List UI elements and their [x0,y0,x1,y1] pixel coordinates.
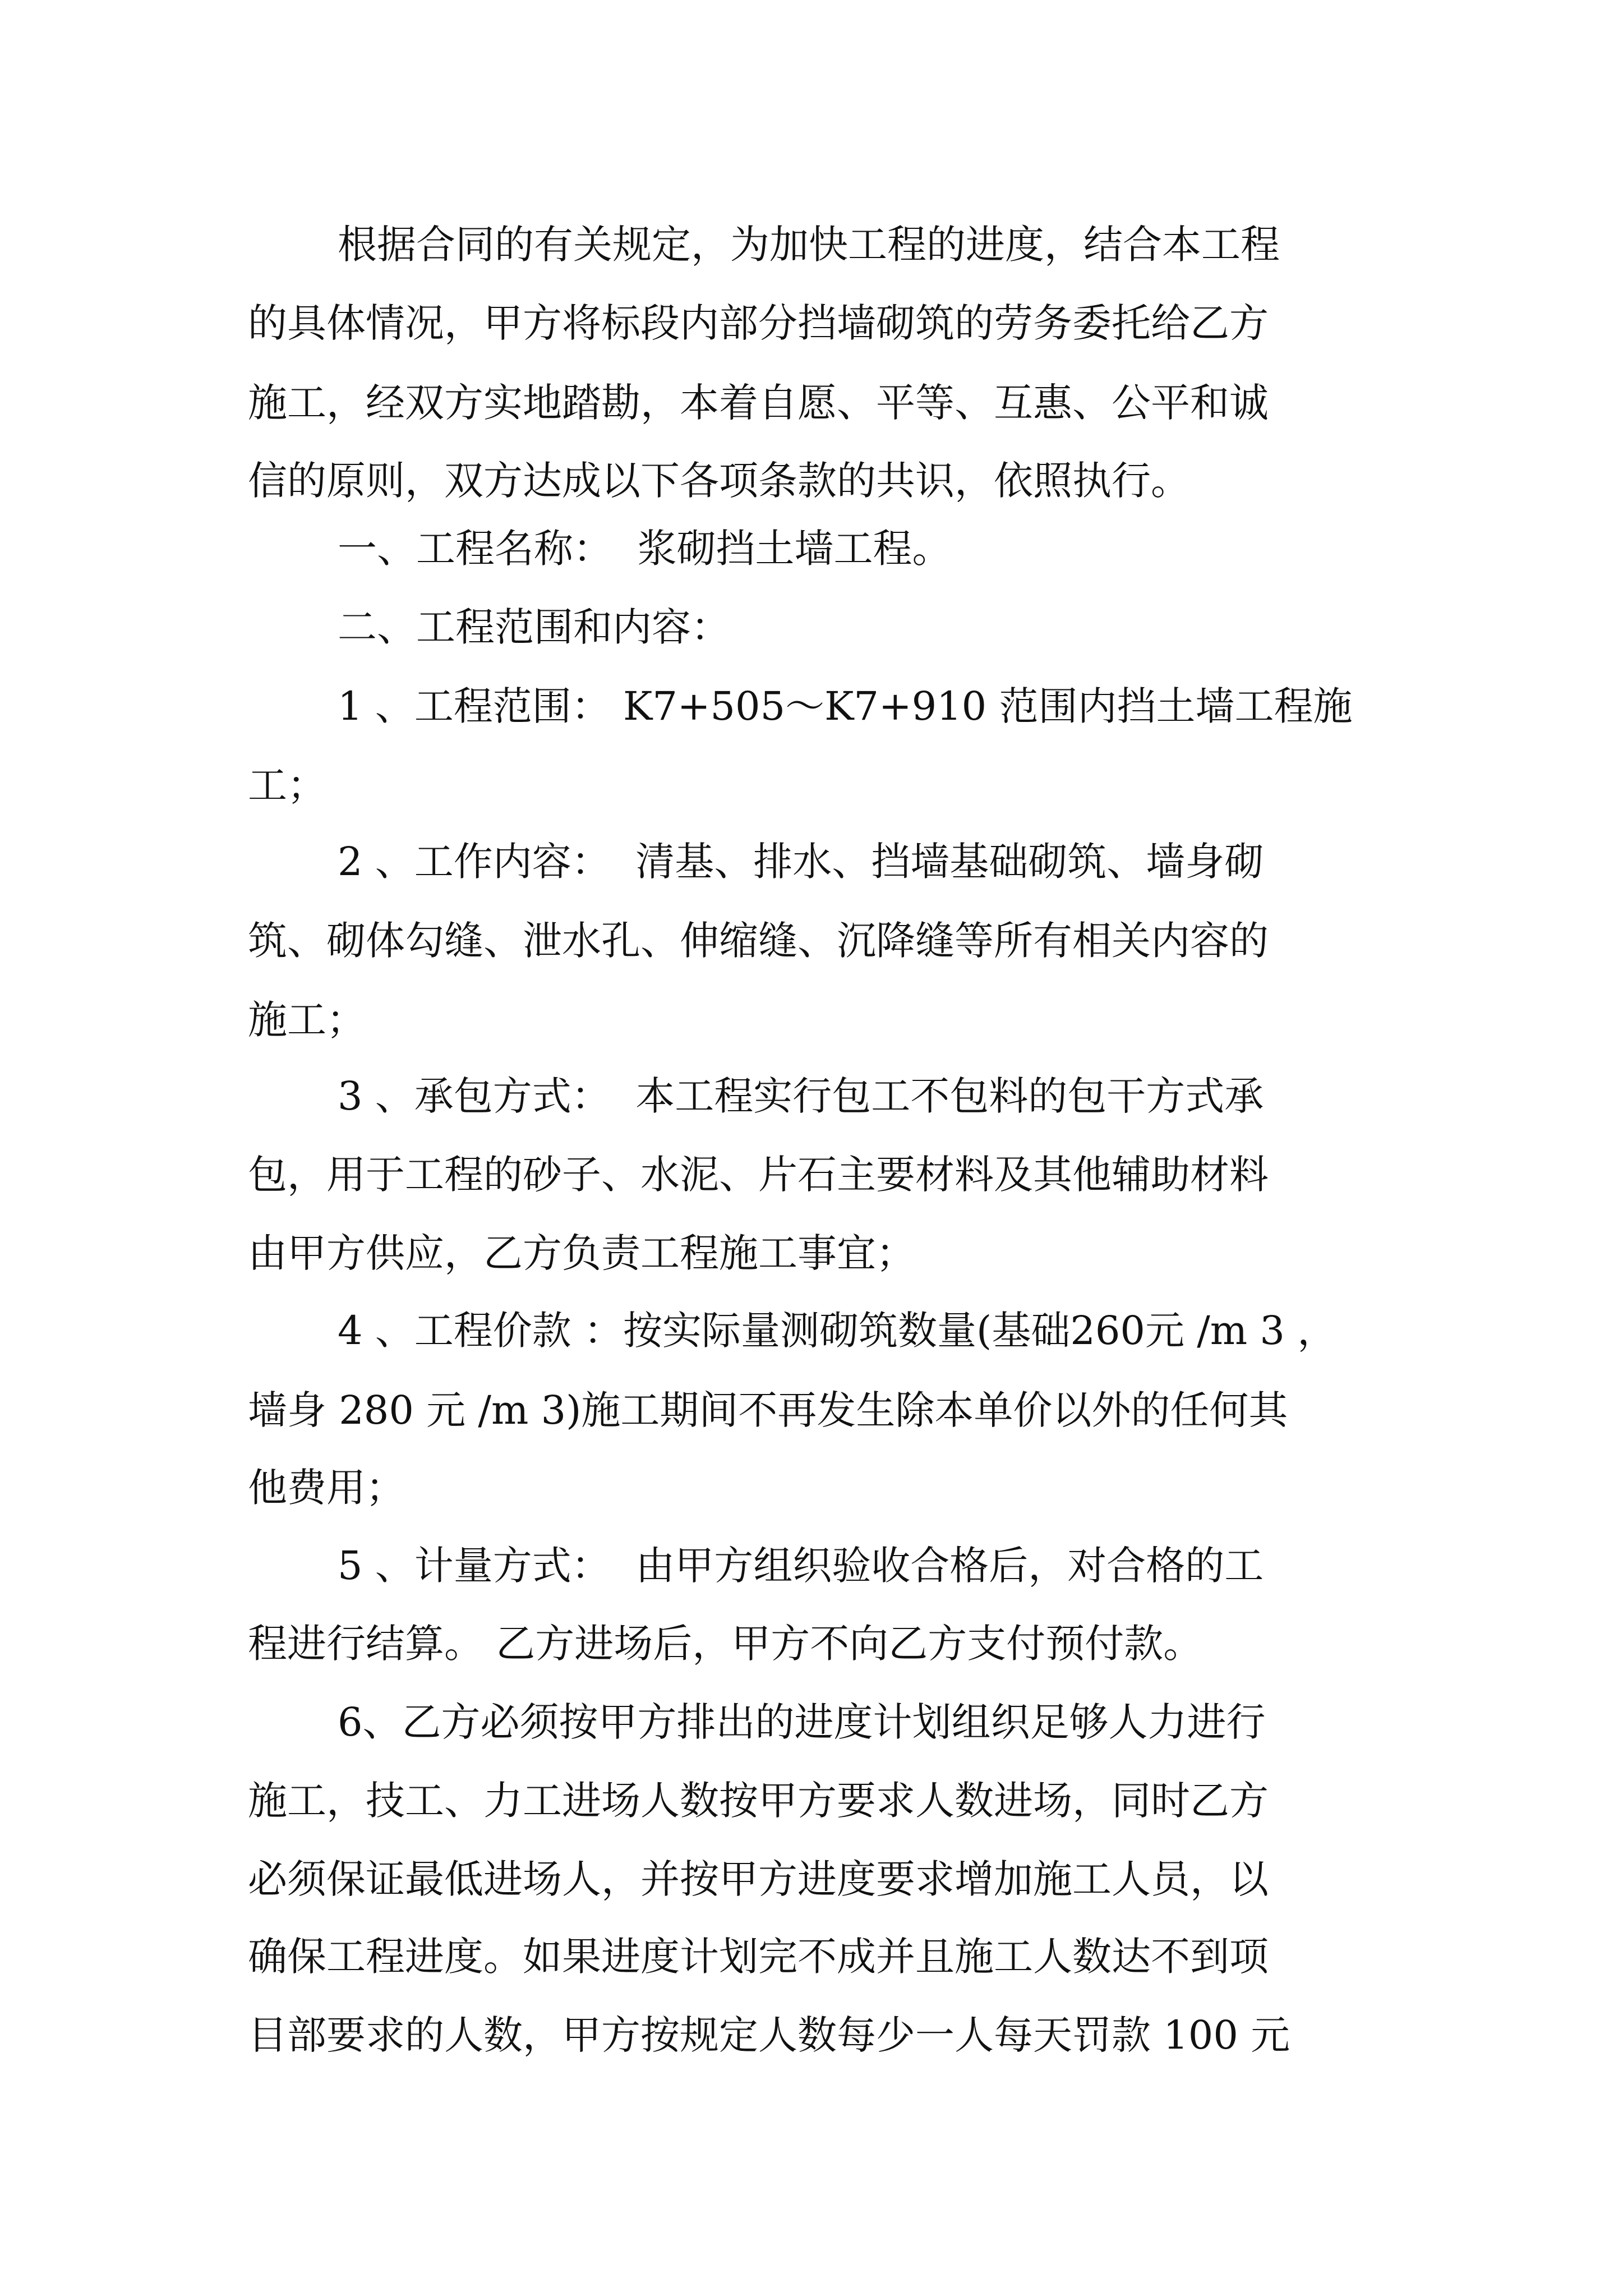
clause-5-line: 5 、计量方式： 由甲方组织验收合格后，对合格的工 [338,1543,1264,1589]
clause-3-line: 包，用于工程的砂子、水泥、片石主要材料及其他辅助材料 [248,1152,1269,1198]
clause-6-line: 施工，技工、力工进场人数按甲方要求人数进场，同时乙方 [248,1778,1269,1824]
clause-2-line: 筑、砌体勾缝、泄水孔、伸缩缝、沉降缝等所有相关内容的 [248,918,1269,964]
clause-4-line: 4 、工程价款 ：按实际量测砌筑数量(基础260元 /m 3 ， [338,1308,1337,1354]
section-heading-project-name: 一、工程名称： 浆砌挡土墙工程。 [338,526,952,572]
clause-1-line: 工； [248,762,326,808]
clause-4-line: 他费用； [248,1465,405,1511]
clause-4-line: 墙身 280 元 /m 3)施工期间不再发生除本单价以外的任何其 [248,1387,1288,1433]
clause-1-line: 1 、工程范围： K7+505～K7+910 范围内挡土墙工程施 [338,683,1353,729]
paragraph-intro-line: 根据合同的有关规定，为加快工程的进度，结合本工程 [338,222,1280,268]
paragraph-intro-line: 施工，经双方实地踏勘，本着自愿、平等、互惠、公平和诚 [248,380,1269,426]
section-heading-scope: 二、工程范围和内容： [338,604,730,650]
paragraph-intro-line: 的具体情况，甲方将标段内部分挡墙砌筑的劳务委托给乙方 [248,300,1269,346]
clause-2-line: 2 、工作内容： 清基、排水、挡墙基础砌筑、墙身砌 [338,839,1264,885]
clause-6-line: 确保工程进度。如果进度计划完不成并且施工人数达不到项 [248,1934,1269,1980]
clause-6-line: 必须保证最低进场人，并按甲方进度要求增加施工人员，以 [248,1856,1269,1902]
clause-3-line: 3 、承包方式： 本工程实行包工不包料的包干方式承 [338,1073,1264,1119]
clause-2-line: 施工； [248,997,366,1043]
clause-5-line: 程进行结算。 乙方进场后，甲方不向乙方支付预付款。 [248,1621,1203,1667]
clause-6-line: 目部要求的人数，甲方按规定人数每少一人每天罚款 100 元 [248,2012,1290,2058]
paragraph-intro-line: 信的原则，双方达成以下各项条款的共识，依照执行。 [248,458,1190,504]
clause-6-line: 6、乙方必须按甲方排出的进度计划组织足够人力进行 [338,1699,1266,1745]
clause-3-line: 由甲方供应，乙方负责工程施工事宜； [248,1230,915,1276]
